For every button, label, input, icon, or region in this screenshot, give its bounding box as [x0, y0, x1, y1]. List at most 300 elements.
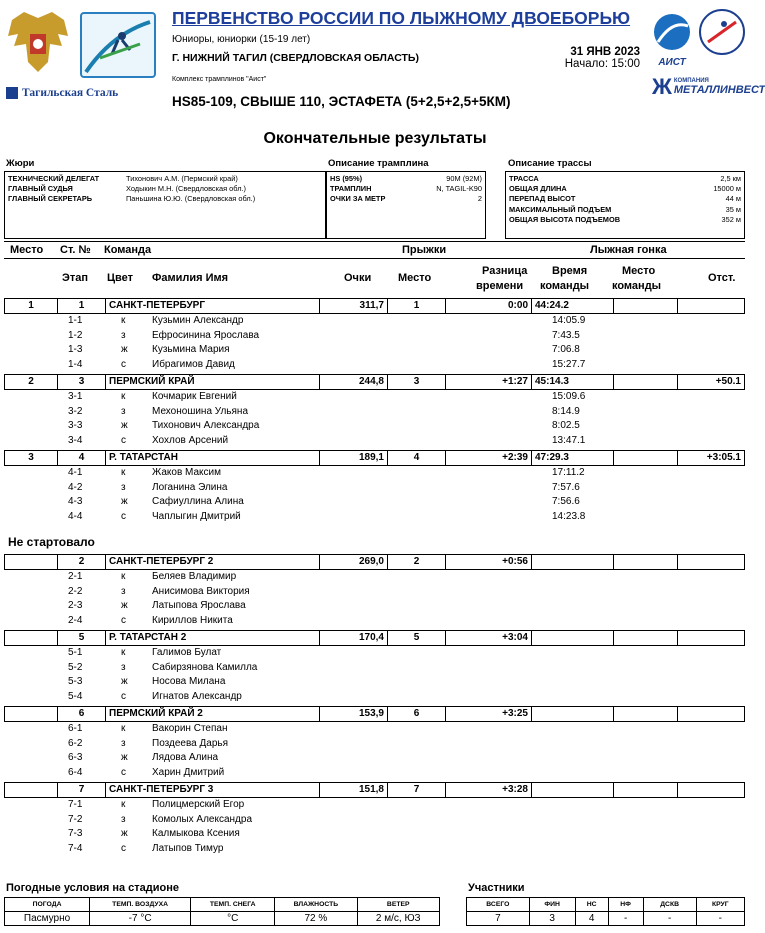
- table-header-cell: ТЕМП. ВОЗДУХА: [90, 898, 191, 912]
- team-bib: 5: [57, 631, 105, 645]
- page-title: ПЕРВЕНСТВО РОССИИ ПО ЛЫЖНОМУ ДВОЕБОРЬЮ: [172, 8, 631, 28]
- col-stage: Этап: [62, 272, 88, 284]
- member-time: 7:06.8: [552, 344, 580, 355]
- team-tplace: [613, 299, 677, 313]
- member-time: 8:14.9: [552, 405, 580, 417]
- member-name: Хохлов Арсений: [152, 434, 229, 446]
- member-row: [4, 329, 745, 343]
- team-row: [4, 706, 745, 722]
- member-stage: 6-4: [68, 766, 83, 778]
- member-stage: 6-3: [68, 752, 83, 763]
- member-color: к: [121, 571, 126, 582]
- member-color: к: [121, 315, 126, 326]
- table-value-cell: 72 %: [275, 912, 357, 926]
- member-name: Ибрагимов Давид: [152, 358, 235, 370]
- member-stage: 7-2: [68, 813, 83, 825]
- member-name: Лядова Алина: [152, 752, 219, 763]
- member-name: Поздеева Дарья: [152, 737, 229, 749]
- team-row: [4, 450, 745, 466]
- team-bib: 6: [57, 707, 105, 721]
- info-value: 15000 м: [713, 184, 741, 194]
- date-block: [565, 46, 640, 70]
- info-value: Ходыкин М.Н. (Свердловская обл.): [126, 184, 247, 194]
- ski-jump-logo: [80, 12, 156, 78]
- dns-heading: Не стартовало: [8, 535, 95, 549]
- member-row: [4, 737, 745, 751]
- team-tplace: [613, 555, 677, 569]
- team-time: [531, 631, 613, 645]
- team-time: [531, 555, 613, 569]
- col-ski: Лыжная гонка: [590, 244, 667, 256]
- table-header-cell: ВЛАЖНОСТЬ: [275, 898, 357, 912]
- info-value: 35 м: [725, 204, 741, 214]
- table-value-cell: Пасмурно: [5, 912, 90, 926]
- header-rule-mid: [4, 258, 745, 259]
- table-value-cell: 7: [467, 912, 530, 926]
- member-name: Носова Милана: [152, 676, 226, 687]
- participants-values-row: [467, 912, 745, 926]
- event-name: HS85-109, СВЫШЕ 110, ЭСТАФЕТА (5+2,5+2,5+5КМ): [172, 94, 511, 109]
- member-stage: 7-1: [68, 799, 83, 810]
- table-value-cell: -7 °C: [90, 912, 191, 926]
- course-box: [505, 171, 745, 239]
- info-key: ОЧКИ ЗА МЕТР: [330, 194, 386, 204]
- jury-heading: Жюри: [6, 158, 35, 169]
- info-row: [327, 184, 485, 194]
- doc-title: Окончательные результаты: [263, 130, 487, 147]
- member-name: Латыпова Ярослава: [152, 600, 246, 611]
- info-value: Тихонович А.М. (Пермский край): [126, 174, 238, 183]
- tagil-steel-logo: [6, 86, 166, 100]
- team-diff: +2:39: [445, 451, 531, 465]
- info-value: Паньшина Ю.Ю. (Свердловская обл.): [126, 194, 256, 204]
- team-behind: +50.1: [677, 375, 744, 389]
- hill-box: [326, 171, 486, 239]
- member-stage: 2-3: [68, 600, 83, 611]
- member-name: Кириллов Никита: [152, 614, 233, 626]
- team-team: Р. ТАТАРСТАН 2: [105, 631, 319, 645]
- member-name: Логанина Элина: [152, 481, 228, 493]
- member-row: [4, 646, 745, 660]
- team-time: 45:14.3: [531, 375, 613, 389]
- team-behind: [677, 555, 744, 569]
- member-row: [4, 813, 745, 827]
- team-place: [5, 631, 57, 645]
- team-jplace: 3: [387, 375, 445, 389]
- member-color: з: [121, 737, 126, 749]
- member-name: Галимов Булат: [152, 647, 222, 658]
- member-stage: 4-3: [68, 496, 83, 507]
- team-diff: +3:28: [445, 783, 531, 797]
- member-row: [4, 842, 745, 856]
- table-header-cell: ДСКВ: [643, 898, 696, 912]
- member-time: 15:27.7: [552, 358, 586, 370]
- member-color: ж: [121, 752, 128, 763]
- team-place: [5, 707, 57, 721]
- header-rule-top: [4, 241, 745, 242]
- member-name: Тихонович Александра: [152, 420, 260, 431]
- col-tplace-1: Место: [622, 265, 656, 277]
- member-color: з: [121, 661, 126, 673]
- info-row: [506, 205, 744, 215]
- info-value: 352 м: [721, 214, 741, 224]
- info-value: 90M (92M): [446, 174, 482, 183]
- team-points: 269,0: [319, 555, 387, 569]
- member-time: 14:23.8: [552, 510, 586, 522]
- member-stage: 7-3: [68, 828, 83, 839]
- member-stage: 3-4: [68, 434, 83, 446]
- col-jplace: Место: [398, 272, 432, 284]
- member-stage: 1-3: [68, 344, 83, 355]
- member-stage: 5-1: [68, 647, 83, 658]
- hill-rows: [327, 174, 485, 205]
- team-bib: 3: [57, 375, 105, 389]
- info-key: МАКСИМАЛЬНЫЙ ПОДЪЕМ: [509, 204, 612, 214]
- member-name: Игнатов Александр: [152, 690, 242, 702]
- col-tplace-2: команды: [612, 280, 662, 292]
- member-name: Кузьмина Мария: [152, 344, 230, 355]
- participants-heading: Участники: [468, 882, 525, 894]
- aist-logo: [650, 12, 694, 68]
- col-bib: Ст. №: [60, 244, 91, 256]
- info-key: HS (95%): [330, 174, 363, 183]
- team-jplace: 5: [387, 631, 445, 645]
- team-time: 44:24.2: [531, 299, 613, 313]
- member-stage: 5-4: [68, 690, 83, 702]
- team-diff: +3:04: [445, 631, 531, 645]
- member-color: к: [121, 467, 126, 478]
- team-tplace: [613, 375, 677, 389]
- member-name: Кузьмин Александр: [152, 315, 244, 326]
- info-key: ГЛАВНЫЙ СУДЬЯ: [8, 184, 73, 194]
- member-name: Анисимова Виктория: [152, 585, 250, 597]
- info-row: [5, 174, 325, 184]
- member-stage: 4-4: [68, 510, 83, 522]
- weather-header-row: [5, 898, 440, 912]
- member-name: Мехоношина Ульяна: [152, 405, 249, 417]
- member-color: с: [121, 614, 126, 626]
- table-header-cell: ТЕМП. СНЕГА: [191, 898, 275, 912]
- info-key: ПЕРЕПАД ВЫСОТ: [509, 194, 576, 204]
- team-team: САНКТ-ПЕТЕРБУРГ 2: [105, 555, 319, 569]
- member-time: 7:43.5: [552, 329, 580, 341]
- table-value-cell: -: [608, 912, 643, 926]
- team-points: 189,1: [319, 451, 387, 465]
- team-diff: +1:27: [445, 375, 531, 389]
- member-color: з: [121, 481, 126, 493]
- metalloinvest-name: МЕТАЛЛИНВЕСТ: [673, 84, 765, 96]
- team-points: 153,9: [319, 707, 387, 721]
- team-behind: [677, 707, 744, 721]
- team-bib: 4: [57, 451, 105, 465]
- member-name: Кочмарик Евгений: [152, 391, 237, 402]
- team-jplace: 4: [387, 451, 445, 465]
- team-time: [531, 783, 613, 797]
- member-stage: 3-3: [68, 420, 83, 431]
- team-diff: +3:25: [445, 707, 531, 721]
- member-time: 13:47.1: [552, 434, 586, 446]
- metalloinvest-text-wrap: [674, 78, 765, 96]
- tagil-steel-icon: [6, 87, 18, 99]
- member-row: [4, 690, 745, 704]
- member-row: [4, 585, 745, 599]
- table-header-cell: НС: [575, 898, 608, 912]
- team-tplace: [613, 631, 677, 645]
- info-row: [327, 174, 485, 184]
- table-header-cell: КРУГ: [696, 898, 744, 912]
- aist-text: АИСТ: [658, 57, 686, 68]
- col-time-2: команды: [540, 280, 590, 292]
- col-points: Очки: [344, 272, 372, 284]
- member-color: с: [121, 842, 126, 854]
- member-stage: 5-3: [68, 676, 83, 687]
- metalloinvest-icon: Ж: [652, 74, 672, 99]
- team-place: [5, 783, 57, 797]
- col-team: Команда: [104, 244, 152, 256]
- member-color: ж: [121, 496, 128, 507]
- member-stage: 6-1: [68, 723, 83, 734]
- col-name: Фамилия Имя: [152, 272, 229, 284]
- info-row: [506, 194, 744, 204]
- member-color: з: [121, 329, 126, 341]
- member-stage: 2-1: [68, 571, 83, 582]
- team-diff: 0:00: [445, 299, 531, 313]
- venue: Комплекс трамплинов "Аист": [172, 76, 267, 83]
- coat-of-arms-logo: [4, 10, 72, 80]
- info-key: ТЕХНИЧЕСКИЙ ДЕЛЕГАТ: [8, 174, 100, 183]
- member-color: с: [121, 358, 126, 370]
- member-stage: 7-4: [68, 842, 83, 854]
- course-heading: Описание трассы: [508, 158, 592, 169]
- info-value: N, TAGIL-K90: [436, 184, 482, 194]
- team-time: 47:29.3: [531, 451, 613, 465]
- weather-heading: Погодные условия на стадионе: [6, 882, 180, 894]
- member-time: 15:09.6: [552, 391, 586, 402]
- team-tplace: [613, 451, 677, 465]
- member-stage: 2-2: [68, 585, 83, 597]
- member-row: [4, 599, 745, 613]
- member-row: [4, 434, 745, 448]
- member-color: ж: [121, 344, 128, 355]
- member-color: з: [121, 405, 126, 417]
- federation-logo: [698, 8, 746, 56]
- info-row: [506, 174, 744, 184]
- info-value: 2,5 км: [720, 174, 741, 183]
- team-behind: [677, 631, 744, 645]
- member-name: Полицмерский Егор: [152, 799, 245, 810]
- team-behind: [677, 783, 744, 797]
- info-row: [5, 184, 325, 194]
- team-diff: +0:56: [445, 555, 531, 569]
- member-color: ж: [121, 420, 128, 431]
- member-color: ж: [121, 600, 128, 611]
- team-row: [4, 630, 745, 646]
- metalloinvest-top: КОМПАНИЯ: [673, 78, 709, 84]
- member-name: Чаплыгин Дмитрий: [152, 510, 241, 522]
- member-row: [4, 798, 745, 812]
- member-name: Сабирзянова Камилла: [152, 661, 258, 673]
- table-value-cell: -: [696, 912, 744, 926]
- team-row: [4, 782, 745, 798]
- member-time: 8:02.5: [552, 420, 580, 431]
- member-row: [4, 661, 745, 675]
- team-place: 1: [28, 300, 34, 311]
- member-color: к: [121, 647, 126, 658]
- member-name: Сафиуллина Алина: [152, 496, 244, 507]
- member-color: к: [121, 799, 126, 810]
- col-time-1: Время: [552, 265, 588, 277]
- col-jumps: Прыжки: [402, 244, 447, 256]
- tagil-steel-text: Тагильская Сталь: [22, 87, 119, 99]
- weather-table: [4, 897, 440, 926]
- member-color: с: [121, 690, 126, 702]
- member-stage: 3-2: [68, 405, 83, 417]
- member-stage: 1-4: [68, 358, 83, 370]
- participants-table: [466, 897, 745, 926]
- team-place: 2: [28, 376, 34, 387]
- team-team: Р. ТАТАРСТАН: [105, 451, 319, 465]
- member-row: [4, 675, 745, 689]
- team-row: [4, 554, 745, 570]
- col-place: Место: [10, 244, 44, 256]
- col-behind: Отст.: [708, 272, 736, 284]
- jury-rows: [5, 174, 325, 205]
- member-stage: 6-2: [68, 737, 83, 749]
- member-color: с: [121, 434, 126, 446]
- event-date: 31 ЯНВ 2023: [570, 46, 640, 58]
- member-row: [4, 766, 745, 780]
- member-stage: 1-1: [68, 315, 83, 326]
- info-row: [506, 215, 744, 225]
- team-team: САНКТ-ПЕТЕРБУРГ: [105, 299, 319, 313]
- info-key: ГЛАВНЫЙ СЕКРЕТАРЬ: [8, 194, 93, 204]
- team-jplace: 6: [387, 707, 445, 721]
- member-row: [4, 614, 745, 628]
- member-color: з: [121, 813, 126, 825]
- hill-heading: Описание трамплина: [328, 158, 429, 169]
- member-row: [4, 481, 745, 495]
- table-value-cell: 4: [575, 912, 608, 926]
- member-color: с: [121, 766, 126, 778]
- col-diff-1: Разница: [482, 265, 528, 277]
- member-time: 7:56.6: [552, 496, 580, 507]
- member-row: [4, 751, 745, 765]
- team-jplace: 1: [387, 299, 445, 313]
- table-header-cell: ВЕТЕР: [357, 898, 440, 912]
- member-stage: 3-1: [68, 391, 83, 402]
- member-row: [4, 466, 745, 480]
- member-name: Латыпов Тимур: [152, 842, 224, 854]
- table-header-cell: ПОГОДА: [5, 898, 90, 912]
- start-time: Начало: 15:00: [564, 58, 640, 70]
- team-jplace: 2: [387, 555, 445, 569]
- team-jplace: 7: [387, 783, 445, 797]
- member-row: [4, 495, 745, 509]
- team-bib: 1: [57, 299, 105, 313]
- team-place: 3: [28, 452, 34, 463]
- member-name: Харин Дмитрий: [152, 766, 225, 778]
- team-team: ПЕРМСКИЙ КРАЙ 2: [105, 707, 319, 721]
- table-header-cell: ВСЕГО: [467, 898, 530, 912]
- team-row: [4, 298, 745, 314]
- jury-box: [4, 171, 326, 239]
- info-key: ТРАМПЛИН: [330, 184, 372, 194]
- member-name: Жаков Максим: [152, 467, 221, 478]
- info-key: ТРАССА: [509, 174, 539, 183]
- info-value: 44 м: [725, 194, 741, 204]
- member-stage: 4-2: [68, 481, 83, 493]
- team-points: 170,4: [319, 631, 387, 645]
- member-time: 14:05.9: [552, 315, 586, 326]
- member-row: [4, 570, 745, 584]
- member-color: ж: [121, 676, 128, 687]
- member-name: Комолых Александра: [152, 813, 252, 825]
- member-stage: 5-2: [68, 661, 83, 673]
- team-tplace: [613, 707, 677, 721]
- info-row: [5, 194, 325, 204]
- team-points: 244,8: [319, 375, 387, 389]
- member-row: [4, 827, 745, 841]
- table-header-cell: ФИН: [529, 898, 575, 912]
- member-row: [4, 722, 745, 736]
- member-name: Калмыкова Ксения: [152, 828, 240, 839]
- metalloinvest-logo: [652, 74, 765, 100]
- team-bib: 7: [57, 783, 105, 797]
- table-header-cell: НФ: [608, 898, 643, 912]
- member-color: з: [121, 585, 126, 597]
- member-color: с: [121, 510, 126, 522]
- table-value-cell: -: [643, 912, 696, 926]
- weather-values-row: [5, 912, 440, 926]
- team-behind: +3:05.1: [677, 451, 744, 465]
- location: Г. НИЖНИЙ ТАГИЛ (СВЕРДЛОВСКАЯ ОБЛАСТЬ): [172, 52, 419, 64]
- col-diff-2: времени: [476, 280, 524, 292]
- course-rows: [506, 174, 744, 225]
- member-stage: 4-1: [68, 467, 83, 478]
- member-name: Беляев Владимир: [152, 571, 237, 582]
- member-color: ж: [121, 828, 128, 839]
- member-row: [4, 419, 745, 433]
- member-name: Ефросинина Ярослава: [152, 329, 260, 341]
- info-key: ОБЩАЯ ДЛИНА: [509, 184, 567, 194]
- team-points: 151,8: [319, 783, 387, 797]
- member-row: [4, 314, 745, 328]
- team-points: 311,7: [319, 299, 387, 313]
- participants-header-row: [467, 898, 745, 912]
- member-time: 17:11.2: [552, 467, 585, 478]
- team-row: [4, 374, 745, 390]
- member-color: к: [121, 391, 126, 402]
- table-value-cell: °C: [191, 912, 275, 926]
- info-row: [327, 194, 485, 204]
- team-tplace: [613, 783, 677, 797]
- category: Юниоры, юниорки (15-19 лет): [172, 34, 311, 45]
- member-row: [4, 510, 745, 524]
- member-time: 7:57.6: [552, 481, 580, 493]
- member-row: [4, 343, 745, 357]
- team-bib: 2: [57, 555, 105, 569]
- team-place: [5, 555, 57, 569]
- team-team: САНКТ-ПЕТЕРБУРГ 3: [105, 783, 319, 797]
- info-key: ОБЩАЯ ВЫСОТА ПОДЪЕМОВ: [509, 214, 621, 224]
- member-stage: 1-2: [68, 329, 83, 341]
- member-row: [4, 390, 745, 404]
- member-row: [4, 358, 745, 372]
- member-name: Вакорин Степан: [152, 723, 228, 734]
- info-row: [506, 184, 744, 194]
- table-value-cell: 2 м/с, ЮЗ: [357, 912, 440, 926]
- member-color: к: [121, 723, 126, 734]
